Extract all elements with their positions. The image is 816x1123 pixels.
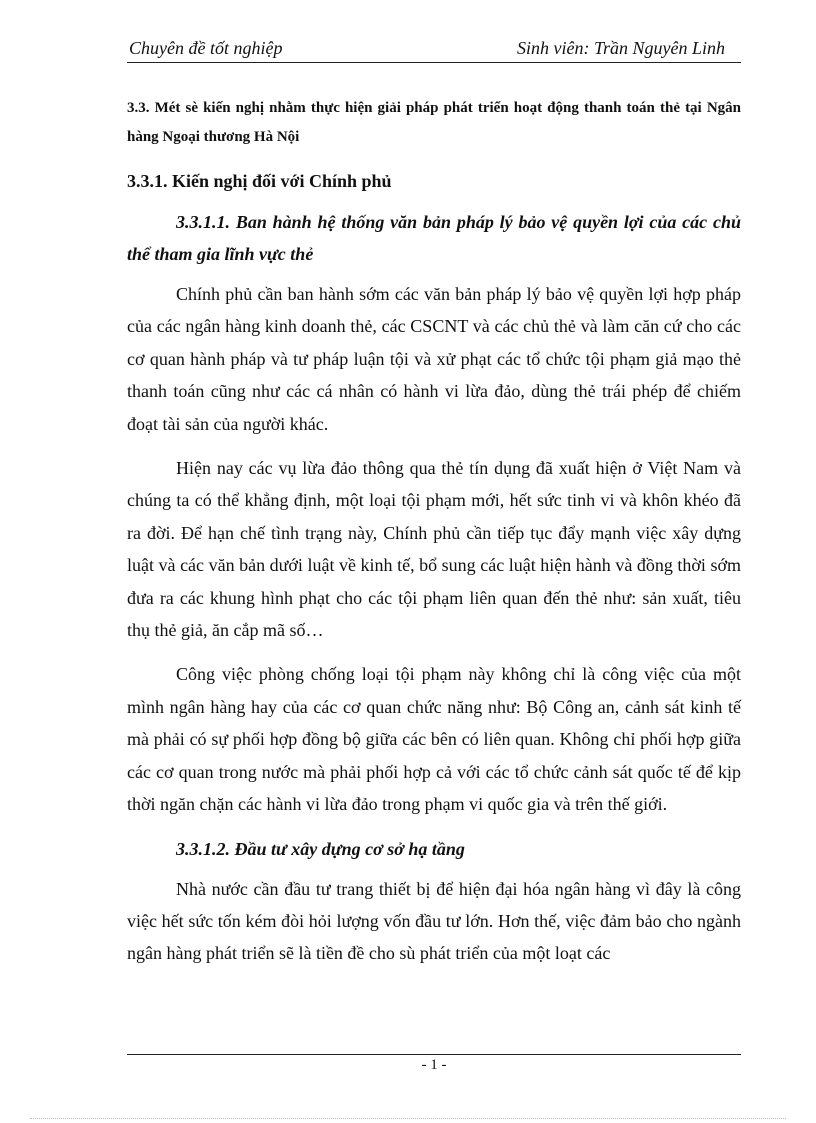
paragraph-1: Chính phủ cần ban hành sớm các văn bản pháp lý bảo vệ quyền lợi hợp pháp của các ngân hàng kinh doanh thẻ, các CSCNT và các chủ thẻ và làm căn cứ cho các cơ quan hành pháp và tư pháp luận tội và xử phạt các tổ chức tội phạm giả mạo thẻ thanh toán cũng như các cá nhân có hành vi lừa đảo, dùng thẻ trái phép để chiếm đoạt tài sản của người khác. (127, 284, 741, 434)
paragraph-2: Hiện nay các vụ lừa đảo thông qua thẻ tín dụng đã xuất hiện ở Việt Nam và chúng ta có thể khẳng định, một loại tội phạm mới, hết sức tinh vi và khôn khéo đã ra đời. Để hạn chế tình trạng này, Chính phủ cần tiếp tục đẩy mạnh việc xây dựng luật và các văn bản dưới luật về kinh tế, bổ sung các luật hiện hành và đồng thời sớm đưa ra các khung hình phạt cho các tội phạm liên quan đến thẻ như: sản xuất, tiêu thụ thẻ giả, ăn cắp mã số… (127, 458, 741, 641)
header-course-title: Chuyên đề tốt nghiệp (129, 38, 283, 58)
paragraph-3: Công việc phòng chống loại tội phạm này không chỉ là công việc của một mình ngân hàng hay của các cơ quan chức năng như: Bộ Công an, cảnh sát kinh tế mà phải có sự phối hợp đồng bộ giữa các bên có liên quan. Không chỉ phối hợp giữa các cơ quan trong nước mà phải phối hợp cả với các tổ chức cảnh sát quốc tế để kịp thời ngăn chặn các hành vi lừa đảo trong phạm vi quốc gia và trên thế giới. (127, 664, 741, 815)
page-header (127, 36, 741, 63)
document-body (127, 94, 741, 970)
paragraph-4: Nhà nước cần đầu tư trang thiết bị để hiện đại hóa ngân hàng vì đây là công việc hết sức tốn kém đòi hỏi lượng vốn đầu tư lớn. Hơn thế, việc đảm bảo cho ngành ngân hàng phát triển sẽ là tiền đề cho sù phát triển của một loạt các (127, 878, 741, 964)
section-heading: 3.3. Mét sè kiến nghị nhằm thực hiện giải pháp phát triển hoạt động thanh toán thẻ tại Ngân hàng Ngoại thương Hà Nội (127, 100, 741, 145)
page-bottom-border (30, 1118, 786, 1119)
page-number: - 1 - (421, 1057, 447, 1073)
subsection-heading-3-3-1-2: 3.3.1.2. Đầu tư xây dựng cơ sở hạ tầng (176, 838, 465, 859)
subsection-heading-3-3-1-1: 3.3.1.1. Ban hành hệ thống văn bản pháp lý bảo vệ quyền lợi của các chủ thể tham gia lĩnh vực thẻ (127, 212, 741, 264)
header-student-name: Sinh viên: Trần Nguyên Linh (517, 38, 725, 58)
subsection-heading-3-3-1: 3.3.1. Kiến nghị đối với Chính phủ (127, 171, 392, 191)
footer-divider (127, 1054, 741, 1055)
